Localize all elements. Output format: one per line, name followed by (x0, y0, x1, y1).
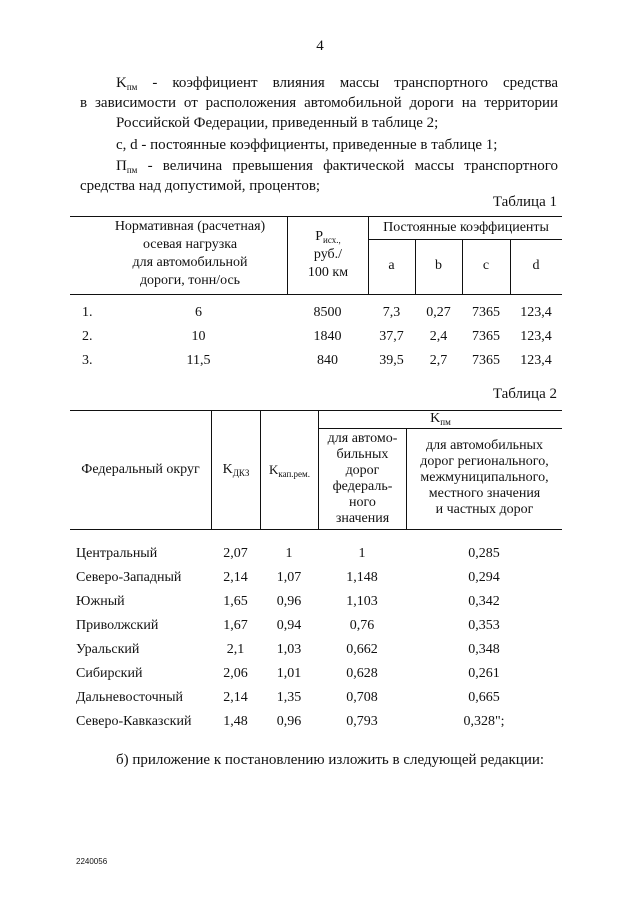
table-cell: Приволжский (76, 618, 159, 633)
table1-body (70, 301, 562, 373)
table1-caption: Таблица 1 (492, 194, 557, 210)
table-cell: 1,148 (346, 570, 378, 585)
table-cell: Сибирский (76, 666, 143, 681)
table2-header-rule (70, 529, 562, 530)
table-row (70, 590, 562, 614)
table-cell: 0,353 (468, 618, 500, 633)
table-cell: 0,793 (346, 714, 378, 729)
table1-vline (368, 216, 369, 295)
table-cell: 0,628 (346, 666, 378, 681)
table-cell: 39,5 (379, 353, 404, 368)
table-cell: 8500 (313, 305, 342, 320)
closing-text: б) приложение к постановлению изложить в следующей редакции: (116, 752, 545, 768)
table-row (70, 614, 562, 638)
table-cell: 0,94 (276, 618, 302, 633)
table-row (70, 542, 562, 566)
table-cell: 1,07 (276, 570, 302, 585)
table1-col-a: a (388, 258, 395, 273)
table-cell: 7365 (472, 305, 500, 320)
table2-header-kpm: $K_{пм}$ (430, 411, 451, 427)
table-row (70, 710, 562, 734)
table-cell: 0,348 (468, 642, 500, 657)
table-cell: 1,01 (276, 666, 302, 681)
definition-kpm-line1: $K_{пм}$ - коэффициент влияния массы транспортного средства (116, 75, 559, 92)
table1-header-const: Постоянные коэффициенты (383, 220, 549, 235)
definition-ppm-line2: средства над допустимой, процентов; (80, 178, 321, 194)
table2-header-district: Федеральный округ (81, 462, 200, 477)
table1-const-rule (368, 239, 562, 240)
table-cell: 0,285 (468, 546, 500, 561)
table-cell: Центральный (76, 546, 158, 561)
table-cell: 123,4 (520, 353, 552, 368)
table1-header-rule (70, 294, 562, 295)
table1-top-rule (70, 216, 562, 217)
table-cell: 0,662 (346, 642, 378, 657)
table-cell: 1840 (313, 329, 342, 344)
table-cell: 1. (82, 305, 93, 320)
table-cell: 1,35 (276, 690, 302, 705)
table-cell: 1 (358, 546, 366, 561)
table-cell: 2,7 (429, 353, 448, 368)
table-cell: 1,103 (346, 594, 378, 609)
table-cell: 0,665 (468, 690, 500, 705)
table-cell: 840 (317, 353, 338, 368)
table-row (70, 566, 562, 590)
table-cell: Северо-Кавказский (76, 714, 192, 729)
table-cell: 2,07 (223, 546, 248, 561)
table-cell: 1,48 (223, 714, 248, 729)
table2-header-kdkz: $K_{ДКЗ}$ (222, 462, 250, 478)
table1-col-b: b (435, 258, 442, 273)
table-cell: 0,76 (349, 618, 375, 633)
table2-header-regional: для автомобильных дорог регионального, межмуниципального, местного значения и частных дорог (420, 438, 549, 517)
table-cell: 11,5 (186, 353, 211, 368)
table-cell: 0,294 (468, 570, 500, 585)
ppm-symbol: $П_{пм}$ (116, 158, 138, 175)
table2-kpm-rule (318, 428, 562, 429)
table1-col-d: d (532, 258, 540, 273)
table1-vline (287, 216, 288, 295)
kpm-symbol: $K_{пм}$ (116, 75, 138, 92)
table2-caption: Таблица 2 (492, 386, 557, 402)
table-cell: 37,7 (379, 329, 404, 344)
table-cell: 0,328"; (463, 714, 505, 729)
table1-header-p: $P_{исх.,}$ руб./ 100 км (307, 229, 349, 280)
definition-ppm-line1: $П_{пм}$ - величина превышения фактической массы транспортного (116, 158, 558, 175)
table-cell: 3. (82, 353, 93, 368)
table-row (70, 662, 562, 686)
table-cell: 7,3 (382, 305, 401, 320)
table1-col-c: c (482, 258, 490, 273)
page-number: 4 (316, 38, 324, 54)
table-cell: Южный (76, 594, 125, 609)
table-cell: 1,65 (223, 594, 248, 609)
table-row (70, 638, 562, 662)
table-row (70, 686, 562, 710)
table-cell: 2,14 (223, 690, 248, 705)
table-cell: 2,14 (223, 570, 248, 585)
table-cell: 0,96 (276, 594, 302, 609)
table2-body (70, 542, 562, 734)
table-cell: 2,1 (226, 642, 245, 657)
definition-kpm-line2: в зависимости от расположения автомобильной дороги на территории (80, 95, 558, 111)
table-cell: Уральский (76, 642, 140, 657)
table-cell: 1 (285, 546, 293, 561)
table-cell: 123,4 (520, 305, 552, 320)
table-cell: Дальневосточный (76, 690, 184, 705)
table-cell: 10 (191, 329, 206, 344)
table-cell: 0,342 (468, 594, 500, 609)
table-row (70, 301, 562, 325)
table-cell: 6 (195, 305, 202, 320)
table-cell: 0,27 (426, 305, 451, 320)
footer-code: 2240056 (76, 857, 108, 866)
table-cell: 1,03 (276, 642, 302, 657)
table-cell: 2,4 (429, 329, 448, 344)
table1-header-load: Нормативная (расчетная) осевая нагрузка для автомобильной дороги, тонн/ось (114, 219, 266, 288)
table2-header-federal: для автомо- бильных дорог федераль- ного значения (327, 431, 398, 526)
table-cell: 0,261 (468, 666, 500, 681)
table-cell: 7365 (472, 329, 500, 344)
definition-kpm-line3: Российской Федерации, приведенный в таблице 2; (116, 115, 439, 131)
table-cell: 0,708 (346, 690, 378, 705)
table-cell: 2,06 (223, 666, 248, 681)
table2-header-kkap: $K_{кап.рем.}$ (268, 462, 310, 479)
table-cell: 1,67 (223, 618, 248, 633)
table-cell: 123,4 (520, 329, 552, 344)
table-cell: Северо-Западный (76, 570, 182, 585)
table-row (70, 325, 562, 349)
definition-cd: c, d - постоянные коэффициенты, приведенные в таблице 1; (116, 137, 498, 153)
table-cell: 7365 (472, 353, 500, 368)
table-row (70, 349, 562, 373)
table-cell: 2. (82, 329, 93, 344)
table-cell: 0,96 (276, 714, 302, 729)
